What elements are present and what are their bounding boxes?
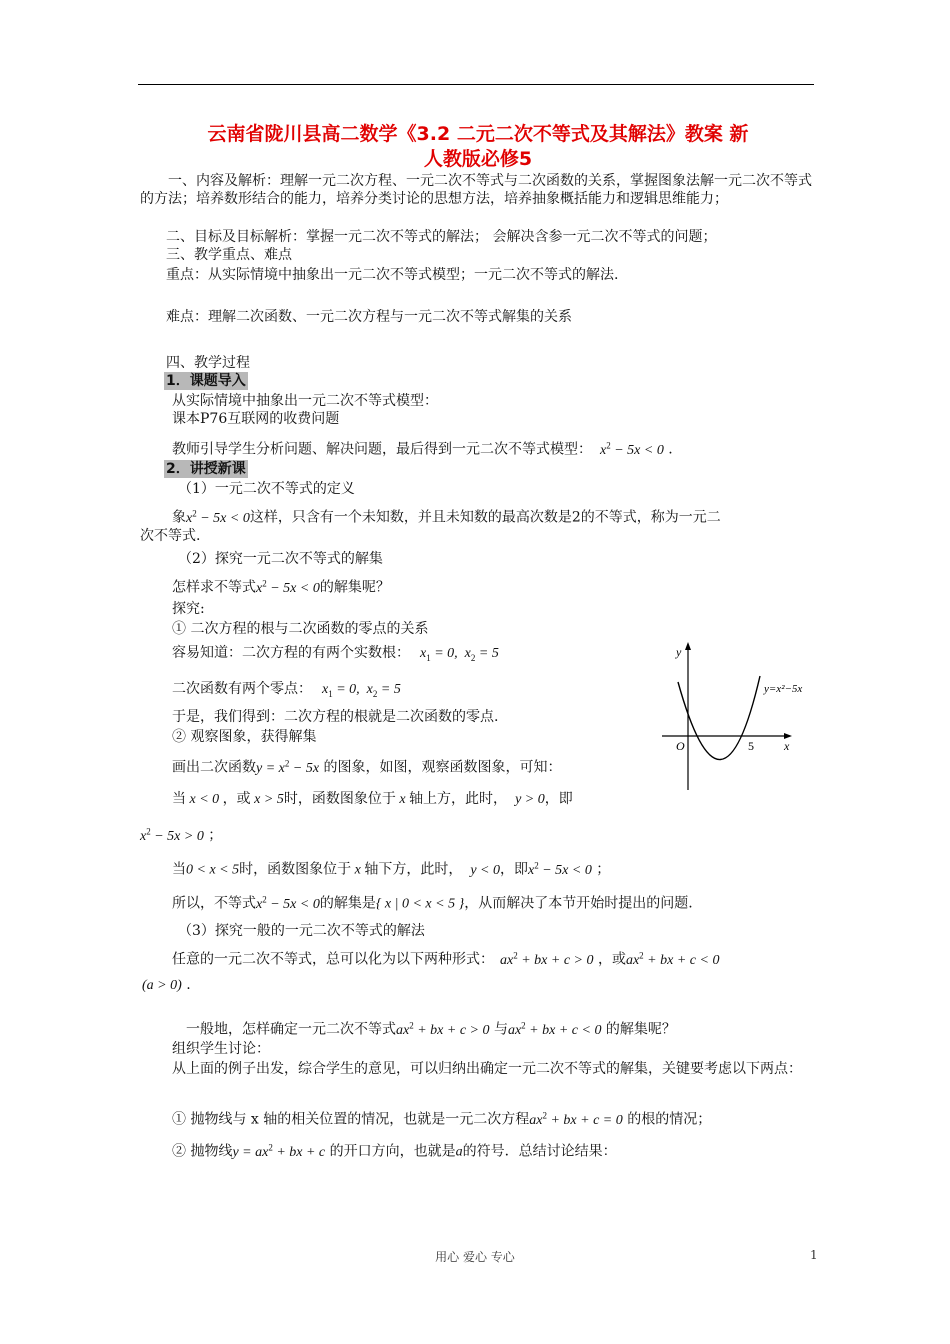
doc-title-line1: 云南省陇川县高二数学《3.2 二元二次不等式及其解法》教案 新 (207, 123, 749, 145)
explore-heading: （2）探究一元二次不等式的解集 (178, 551, 383, 567)
definition-line2: 次不等式. (140, 528, 201, 544)
content-analysis: 一、内容及解析：理解一元二次方程、一元二次不等式与二次函数的关系，掌握图象法解一元二次不等式的方法；培养数形结合的能力，培养分类讨论的思想方法，培养抽象概括能力和逻辑思维能力； (140, 173, 812, 207)
general-question: 一般地，怎样确定一元二次不等式$ax^2$ + bx + c > 0 与$ax^2$ + bx + c < 0 的解集呢？ (186, 1020, 676, 1038)
process-heading: 四、教学过程 (166, 355, 250, 371)
general-heading: （3）探究一般的一元二次不等式的解法 (178, 923, 425, 939)
definition-heading: （1）一元二次不等式的定义 (178, 481, 355, 497)
explore-label: 探究: (172, 601, 205, 617)
discussion-label: 组织学生讨论： (172, 1041, 270, 1057)
difficult-point: 难点：理解二次函数、一元二次方程与一元二次不等式解集的关系 (166, 309, 572, 325)
conclusion-line: 于是，我们得到：二次方程的根就是二次函数的零点. (172, 709, 499, 725)
below-axis-line: 当0 < x < 5时，函数图象位于 x 轴下方，此时， y < 0，即$x^2 - 5x < 0$ ； (172, 860, 611, 878)
curve-label: y=x²−5x (764, 683, 803, 695)
general-condition: (a > 0) . (142, 977, 191, 993)
solution-set-line: 所以，不等式$x^2 - 5x < 0$的解集是{ x | 0 < x < 5 }，从而解决了本节开始时提出的问题. (172, 894, 693, 912)
key-points-heading: 三、教学重点、难点 (166, 247, 292, 263)
explore-question: 怎样求不等式$x^2 - 5x < 0$的解集呢？ (172, 578, 390, 596)
step-1: ① 二次方程的根与二次函数的零点的关系 (172, 621, 429, 637)
page-number: 1 (810, 1248, 818, 1262)
five-label: 5 (748, 739, 754, 753)
x-axis-label: x (784, 739, 790, 753)
general-forms: 任意的一元二次不等式，总可以化为以下两种形式： $ax^2$ + bx + c > 0 ，或$ax^2$ + bx + c < 0 (172, 950, 720, 968)
parabola-graph (660, 640, 820, 800)
above-axis-line: 当 x < 0 ，或 x > 5时，函数图象位于 x 轴上方，此时， y > 0，即 (172, 791, 573, 807)
doc-title-line2: 人教版必修5 (423, 148, 533, 170)
section-heading-intro: 1．课题导入 (166, 373, 246, 389)
zeros-line: 二次函数有两个零点： $x_1 = 0$, $x_2 = 5$ (172, 681, 401, 699)
intro-line1: 从实际情境中抽象出一元二次不等式模型： (172, 393, 438, 409)
page-footer: 用心 爱心 专心 (435, 1250, 515, 1264)
section-heading-new: 2．讲授新课 (166, 461, 246, 477)
origin-label: O (676, 739, 685, 753)
header-rule (138, 84, 814, 85)
point-1: ① 抛物线与 x 轴的相关位置的情况，也就是一元二次方程$ax^2$ + bx + c = 0 的根的情况； (172, 1110, 712, 1128)
discussion-summary: 从上面的例子出发，综合学生的意见，可以归纳出确定一元二次不等式的解集，关键要考虑以下两点： (172, 1061, 802, 1077)
step-2: ② 观察图象，获得解集 (172, 729, 317, 745)
y-axis-label: y (676, 645, 682, 659)
above-axis-result: $x^2 - 5x > 0$ ； (140, 826, 223, 844)
intro-line3: 教师引导学生分析问题、解决问题，最后得到一元二次不等式模型： $x^2 - 5x < 0$ . (172, 440, 673, 458)
definition-line: 象$x^2 - 5x < 0$这样，只含有一个未知数，并且未知数的最高次数是2的不等式，称为一元二 (172, 508, 721, 526)
key-point: 重点：从实际情境中抽象出一元二次不等式模型；一元二次不等式的解法. (166, 267, 619, 283)
intro-line2: 课本P76互联网的收费问题 (172, 411, 340, 427)
roots-line: 容易知道：二次方程的有两个实数根： $x_1 = 0$, $x_2 = 5$ (172, 645, 499, 663)
graph-description: 画出二次函数$y = x^2 - 5x$ 的图象，如图，观察函数图象，可知： (172, 758, 562, 776)
goal-analysis: 二、目标及目标解析：掌握一元二次不等式的解法； 会解决含参一元二次不等式的问题； (166, 229, 717, 245)
point-2: ② 抛物线$y = ax^2$ + bx + c 的开口方向，也就是a的符号．总结讨论结果： (172, 1142, 617, 1160)
y-arrow-icon (685, 642, 691, 650)
